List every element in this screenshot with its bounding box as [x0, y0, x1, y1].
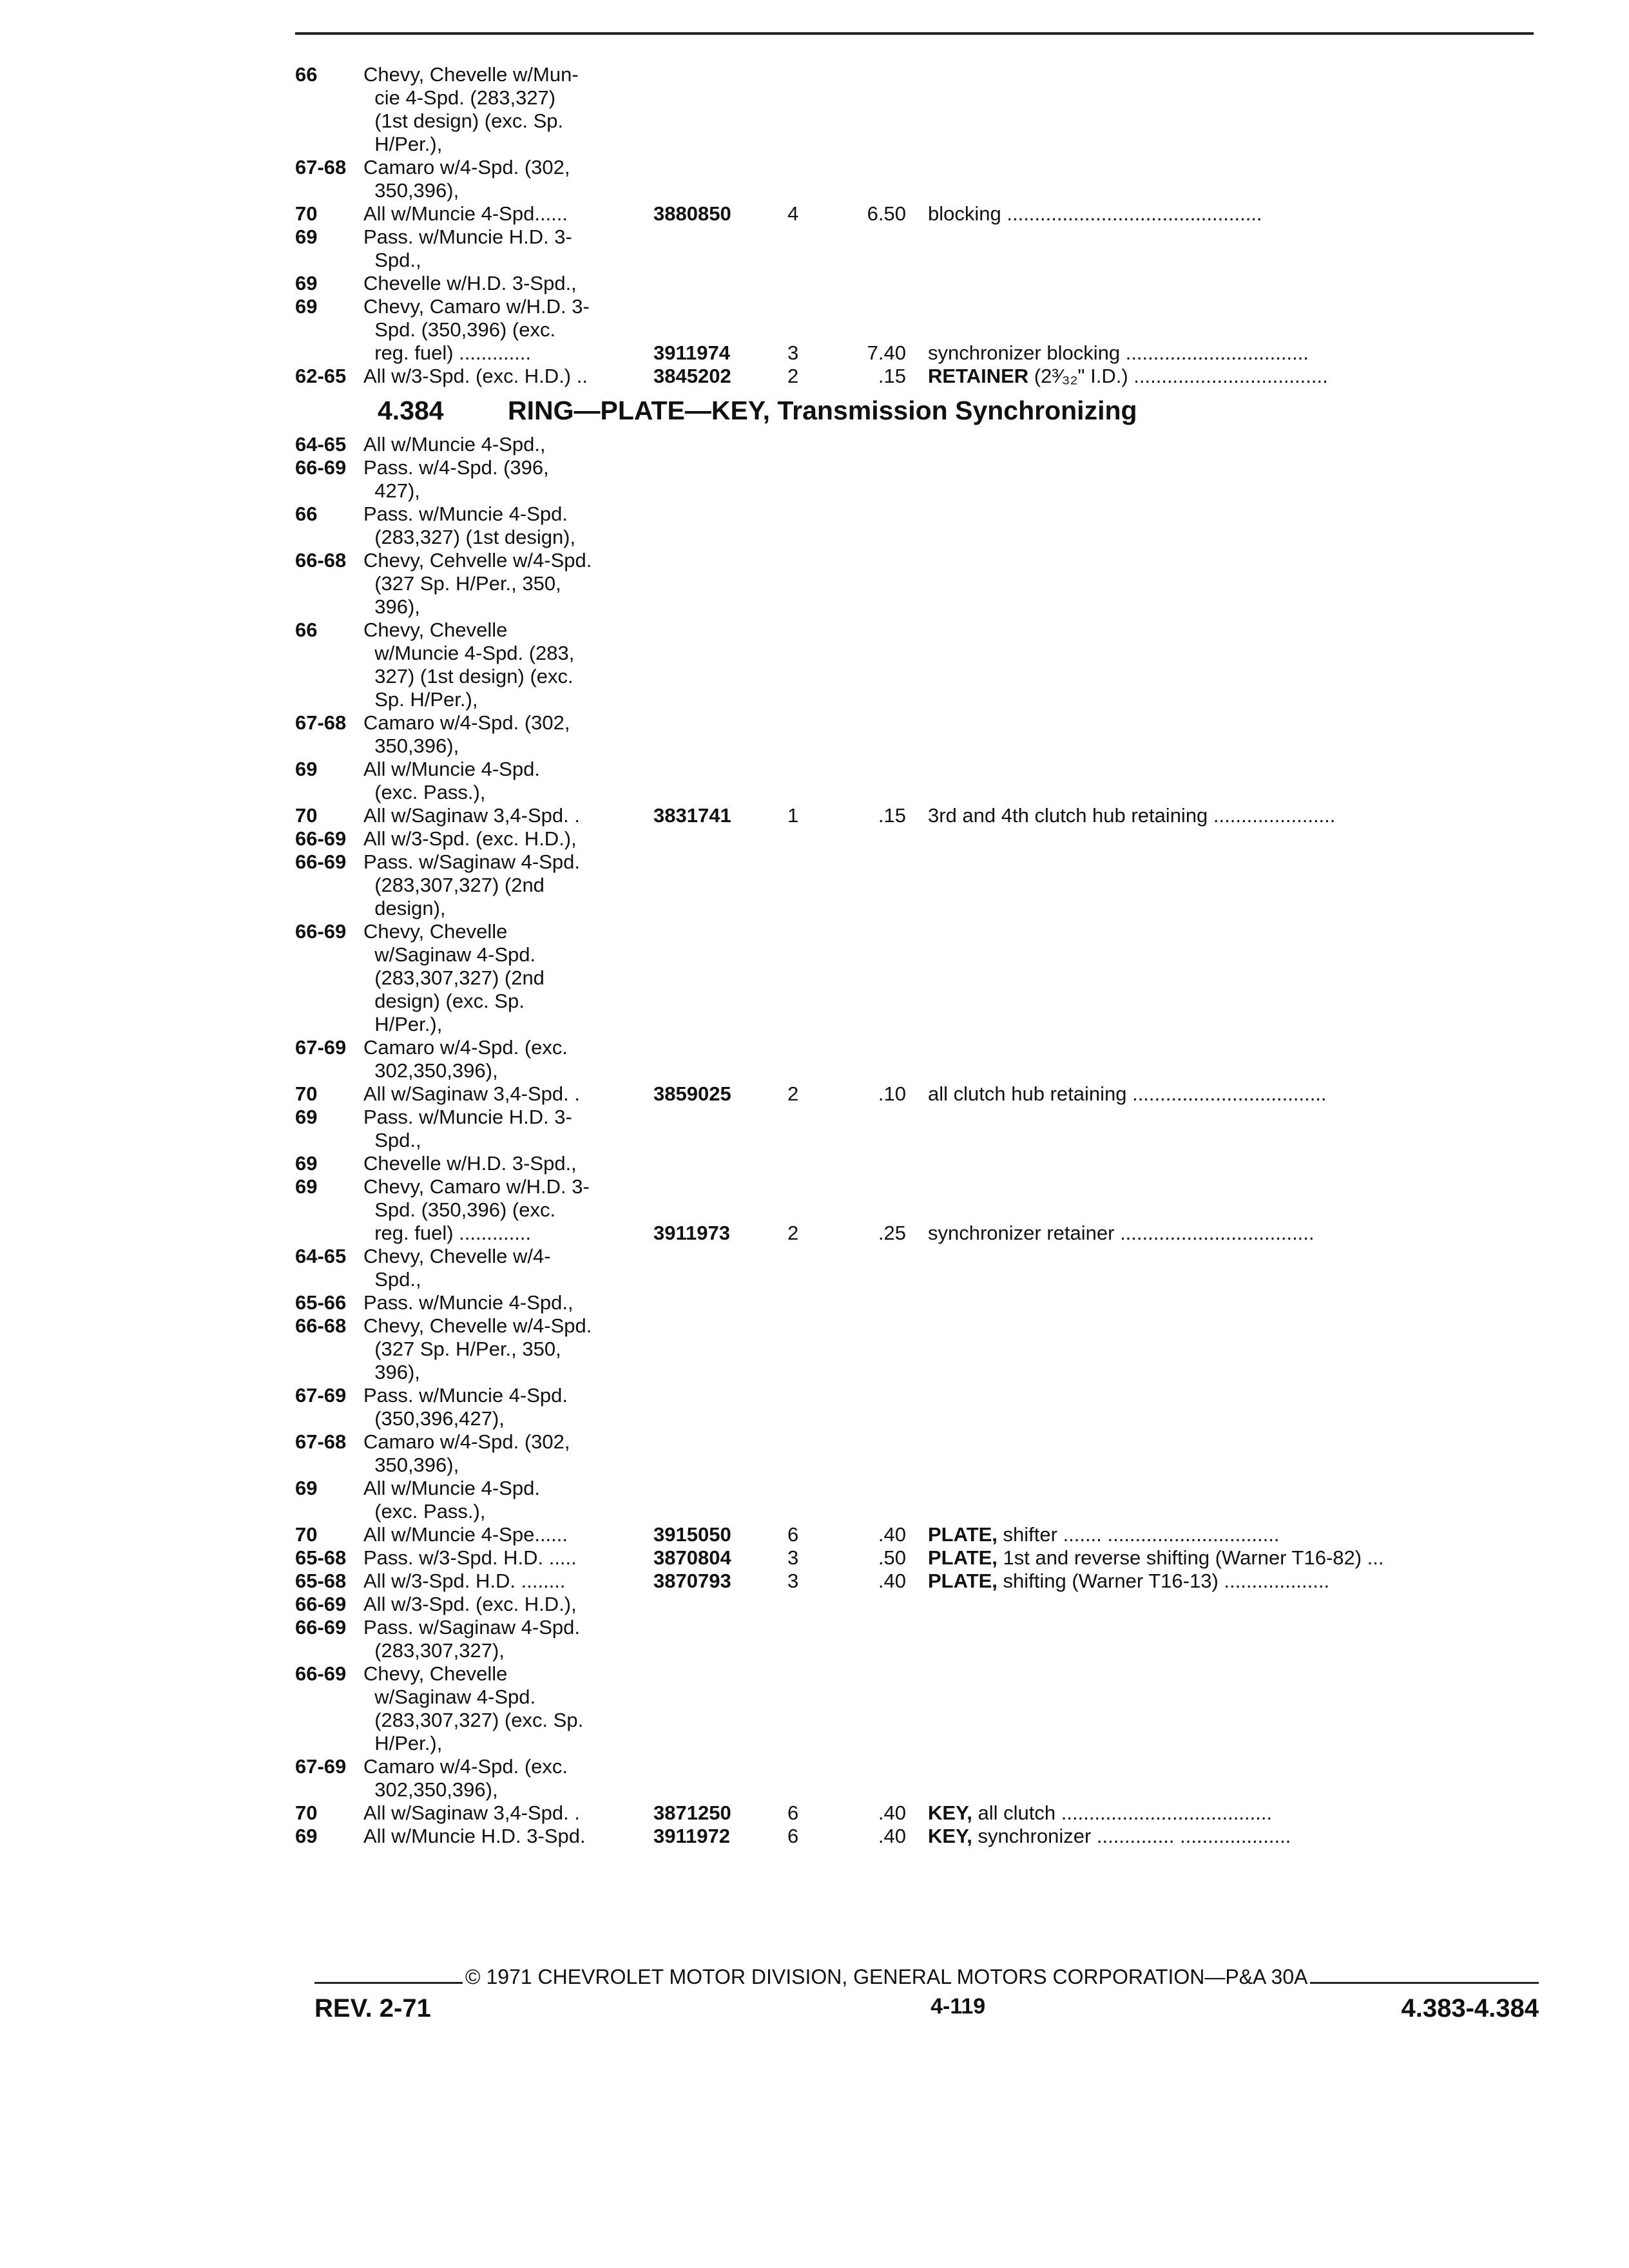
price: .40	[878, 1825, 906, 1847]
part-name-bold: PLATE,	[928, 1570, 998, 1592]
part-number: 3911973	[653, 1222, 730, 1244]
price: 7.40	[867, 341, 906, 364]
parts-row	[295, 1477, 1545, 1523]
quantity: 6	[787, 1825, 799, 1847]
model-year: 67-69	[295, 1755, 347, 1778]
part-number: 3845202	[653, 365, 731, 387]
part-name	[928, 1546, 1545, 1570]
parts-list	[295, 63, 1545, 1848]
application-description: Pass. w/4-Spd. (396, 427),	[363, 456, 549, 502]
application-description: Pass. w/Saginaw 4-Spd. (283,307,327),	[363, 1616, 581, 1662]
parts-row	[295, 1384, 1545, 1430]
application-description: All w/Muncie 4-Spd.,	[363, 433, 546, 456]
price: 6.50	[867, 202, 906, 225]
parts-row	[295, 1825, 1545, 1848]
parts-row	[295, 503, 1545, 549]
model-year: 69	[295, 1152, 318, 1175]
section-title: RING—PLATE—KEY, Transmission Synchronizing	[508, 396, 1137, 425]
quantity: 2	[787, 1222, 799, 1244]
application-description: All w/Saginaw 3,4-Spd. .	[363, 804, 581, 827]
model-year: 67-68	[295, 711, 347, 734]
parts-row	[295, 1106, 1545, 1152]
part-number: 3880850	[653, 202, 731, 225]
part-name	[928, 341, 1545, 365]
parts-row	[295, 1430, 1545, 1477]
model-year: 66-69	[295, 456, 347, 479]
part-name-text: all clutch ......................................	[972, 1802, 1273, 1824]
application-description: Chevy, Chevelle w/Mun- cie 4-Spd. (283,327) (1st design) (exc. Sp. H/Per.),	[363, 63, 579, 155]
quantity: 3	[787, 1570, 799, 1592]
price: .40	[878, 1570, 906, 1592]
application-description: Pass. w/Muncie 4-Spd. (350,396,427),	[363, 1384, 568, 1430]
quantity: 3	[787, 1546, 799, 1569]
part-name-text: shifting (Warner T16-13) ...................	[997, 1570, 1330, 1592]
price: .15	[878, 804, 906, 827]
application-description: All w/Muncie 4-Spd......	[363, 202, 568, 225]
model-year: 69	[295, 272, 318, 294]
model-year: 66-69	[295, 1662, 347, 1685]
part-name-text: blocking ..............................................	[928, 202, 1262, 225]
revision-label: REV. 2-71	[314, 1994, 431, 2023]
part-name-bold: RETAINER	[928, 365, 1029, 387]
model-year: 66-68	[295, 1314, 347, 1337]
model-year: 70	[295, 202, 318, 225]
application-description: Pass. w/Muncie 4-Spd.,	[363, 1291, 574, 1314]
parts-row	[295, 1546, 1545, 1570]
application-description: Pass. w/Muncie 4-Spd. (283,327) (1st design),	[363, 503, 576, 548]
application-description: Pass. w/Muncie H.D. 3- Spd.,	[363, 226, 572, 271]
parts-row	[295, 1082, 1545, 1106]
quantity: 6	[787, 1802, 799, 1824]
model-year: 69	[295, 758, 318, 780]
parts-row	[295, 549, 1545, 619]
application-description: Chevy, Chevelle w/4-Spd. (327 Sp. H/Per., 350, 396),	[363, 1314, 592, 1383]
model-year: 70	[295, 1082, 318, 1105]
quantity: 4	[787, 202, 799, 225]
part-number: 3915050	[653, 1523, 731, 1546]
part-name-text: (2³⁄₃₂" I.D.) ...................................	[1028, 365, 1328, 387]
parts-row	[295, 226, 1545, 272]
part-name-bold: PLATE,	[928, 1523, 998, 1546]
price: .15	[878, 365, 906, 387]
parts-row	[295, 1036, 1545, 1082]
top-rule	[295, 32, 1534, 35]
parts-row	[295, 272, 1545, 295]
parts-row	[295, 619, 1545, 711]
application-description: All w/Muncie 4-Spd. (exc. Pass.),	[363, 1477, 540, 1523]
quantity: 2	[787, 1082, 799, 1105]
model-year: 65-68	[295, 1570, 347, 1592]
part-name	[928, 202, 1545, 226]
parts-row	[295, 1291, 1545, 1314]
model-year: 67-69	[295, 1384, 347, 1407]
parts-row	[295, 920, 1545, 1036]
parts-row	[295, 365, 1545, 388]
parts-row	[295, 1593, 1545, 1616]
price: .25	[878, 1222, 906, 1244]
model-year: 69	[295, 295, 318, 318]
part-number: 3859025	[653, 1082, 731, 1105]
part-number: 3911972	[653, 1825, 730, 1847]
footer-rule-left	[314, 1982, 463, 1984]
parts-row	[295, 433, 1545, 456]
parts-row	[295, 456, 1545, 503]
application-description: All w/3-Spd. (exc. H.D.) ..	[363, 365, 588, 387]
model-year: 69	[295, 1175, 318, 1198]
part-name	[928, 1825, 1545, 1848]
part-name	[928, 1222, 1545, 1245]
model-year: 66-69	[295, 920, 347, 943]
parts-row	[295, 1755, 1545, 1802]
part-name-bold: PLATE,	[928, 1546, 998, 1569]
model-year: 67-68	[295, 1430, 347, 1453]
model-year: 67-68	[295, 156, 347, 178]
part-name-text: shifter ....... ...............................	[997, 1523, 1280, 1546]
part-name	[928, 804, 1545, 827]
part-number: 3870804	[653, 1546, 731, 1569]
parts-row	[295, 827, 1545, 850]
model-year: 65-68	[295, 1546, 347, 1569]
model-year: 66-69	[295, 1593, 347, 1615]
model-year: 64-65	[295, 433, 347, 456]
part-name-text: 3rd and 4th clutch hub retaining ......................	[928, 804, 1336, 827]
application-description: Chevelle w/H.D. 3-Spd.,	[363, 272, 577, 294]
parts-row	[295, 1616, 1545, 1662]
part-number: 3870793	[653, 1570, 731, 1592]
application-description: Chevy, Camaro w/H.D. 3- Spd. (350,396) (exc. reg. fuel) .............	[363, 295, 590, 364]
application-description: Pass. w/Saginaw 4-Spd. (283,307,327) (2nd design),	[363, 850, 581, 919]
parts-block-4383	[295, 63, 1545, 388]
application-description: Camaro w/4-Spd. (exc. 302,350,396),	[363, 1036, 568, 1082]
part-name-text: synchronizer .............. ....................	[972, 1825, 1291, 1847]
model-year: 69	[295, 1825, 318, 1847]
part-name-text: synchronizer blocking .................................	[928, 341, 1309, 364]
part-name	[928, 1802, 1545, 1825]
part-name	[928, 365, 1545, 388]
price: .40	[878, 1523, 906, 1546]
parts-row	[295, 1570, 1545, 1593]
application-description: Camaro w/4-Spd. (exc. 302,350,396),	[363, 1755, 568, 1801]
part-name	[928, 1523, 1545, 1546]
price: .40	[878, 1802, 906, 1824]
parts-row	[295, 1662, 1545, 1755]
quantity: 2	[787, 365, 799, 387]
model-year: 66-69	[295, 850, 347, 873]
model-year: 70	[295, 1523, 318, 1546]
application-description: Camaro w/4-Spd. (302, 350,396),	[363, 1430, 570, 1476]
section-number: 4.384	[378, 396, 444, 425]
copyright-line	[314, 1965, 1539, 1989]
parts-row	[295, 804, 1545, 827]
model-year: 66	[295, 619, 318, 641]
parts-block-4384	[295, 433, 1545, 1848]
application-description: Camaro w/4-Spd. (302, 350,396),	[363, 156, 570, 202]
application-description: All w/3-Spd. H.D. ........	[363, 1570, 566, 1592]
application-description: All w/Muncie H.D. 3-Spd.	[363, 1825, 586, 1847]
footer-rule-right	[1310, 1982, 1539, 1984]
application-description: All w/Muncie 4-Spe......	[363, 1523, 568, 1546]
application-description: Chevy, Cehvelle w/4-Spd. (327 Sp. H/Per., 350, 396),	[363, 549, 592, 618]
copyright-text: © 1971 CHEVROLET MOTOR DIVISION, GENERAL MOTORS CORPORATION—P&A 30A	[465, 1965, 1308, 1988]
application-description: Chevelle w/H.D. 3-Spd.,	[363, 1152, 577, 1175]
quantity: 6	[787, 1523, 799, 1546]
parts-row	[295, 1523, 1545, 1546]
quantity: 3	[787, 341, 799, 364]
page-number: 4-119	[930, 1994, 986, 2019]
quantity: 1	[787, 804, 799, 827]
footer-info	[314, 1994, 1539, 2023]
parts-row	[295, 156, 1545, 202]
part-name-bold: KEY,	[928, 1825, 972, 1847]
price: .50	[878, 1546, 906, 1569]
parts-row	[295, 1314, 1545, 1384]
model-year: 64-65	[295, 1245, 347, 1267]
model-year: 69	[295, 226, 318, 248]
application-description: Chevy, Camaro w/H.D. 3- Spd. (350,396) (exc. reg. fuel) .............	[363, 1175, 590, 1244]
parts-row	[295, 850, 1545, 920]
model-year: 67-69	[295, 1036, 347, 1059]
part-number: 3871250	[653, 1802, 731, 1824]
model-year: 69	[295, 1477, 318, 1499]
application-description: Chevy, Chevelle w/Muncie 4-Spd. (283, 327) (1st design) (exc. Sp. H/Per.),	[363, 619, 575, 711]
parts-row	[295, 1802, 1545, 1825]
application-description: Pass. w/Muncie H.D. 3- Spd.,	[363, 1106, 572, 1151]
part-name	[928, 1570, 1545, 1593]
parts-row	[295, 711, 1545, 758]
model-year: 66	[295, 503, 318, 525]
parts-row	[295, 1245, 1545, 1291]
parts-row	[295, 758, 1545, 804]
application-description: Camaro w/4-Spd. (302, 350,396),	[363, 711, 570, 757]
application-description: Chevy, Chevelle w/Saginaw 4-Spd. (283,307,327) (2nd design) (exc. Sp. H/Per.),	[363, 920, 545, 1035]
parts-row	[295, 1175, 1545, 1245]
section-range: 4.383-4.384	[1401, 1994, 1539, 2023]
model-year: 69	[295, 1106, 318, 1128]
application-description: All w/Saginaw 3,4-Spd. .	[363, 1802, 581, 1824]
application-description: Pass. w/3-Spd. H.D. .....	[363, 1546, 577, 1569]
part-name-text: all clutch hub retaining ...................................	[928, 1082, 1327, 1105]
page-footer	[314, 1965, 1539, 2023]
application-description: Chevy, Chevelle w/Saginaw 4-Spd. (283,307,327) (exc. Sp. H/Per.),	[363, 1662, 584, 1754]
model-year: 62-65	[295, 365, 347, 387]
section-heading	[295, 394, 1545, 427]
price: .10	[878, 1082, 906, 1105]
part-number: 3831741	[653, 804, 731, 827]
model-year: 66-69	[295, 827, 347, 850]
application-description: All w/Muncie 4-Spd. (exc. Pass.),	[363, 758, 540, 803]
parts-row	[295, 63, 1545, 156]
part-name	[928, 1082, 1545, 1106]
part-number: 3911974	[653, 341, 730, 364]
model-year: 65-66	[295, 1291, 347, 1314]
model-year: 70	[295, 1802, 318, 1824]
model-year: 70	[295, 804, 318, 827]
application-description: All w/3-Spd. (exc. H.D.),	[363, 827, 577, 850]
application-description: All w/Saginaw 3,4-Spd. .	[363, 1082, 581, 1105]
application-description: Chevy, Chevelle w/4- Spd.,	[363, 1245, 551, 1291]
parts-row	[295, 1152, 1545, 1175]
part-name-bold: KEY,	[928, 1802, 972, 1824]
part-name-text: synchronizer retainer ...................................	[928, 1222, 1315, 1244]
part-name-text: 1st and reverse shifting (Warner T16-82) ...	[997, 1546, 1384, 1569]
model-year: 66-68	[295, 549, 347, 572]
model-year: 66	[295, 63, 318, 86]
application-description: All w/3-Spd. (exc. H.D.),	[363, 1593, 577, 1615]
parts-row	[295, 202, 1545, 226]
model-year: 66-69	[295, 1616, 347, 1639]
